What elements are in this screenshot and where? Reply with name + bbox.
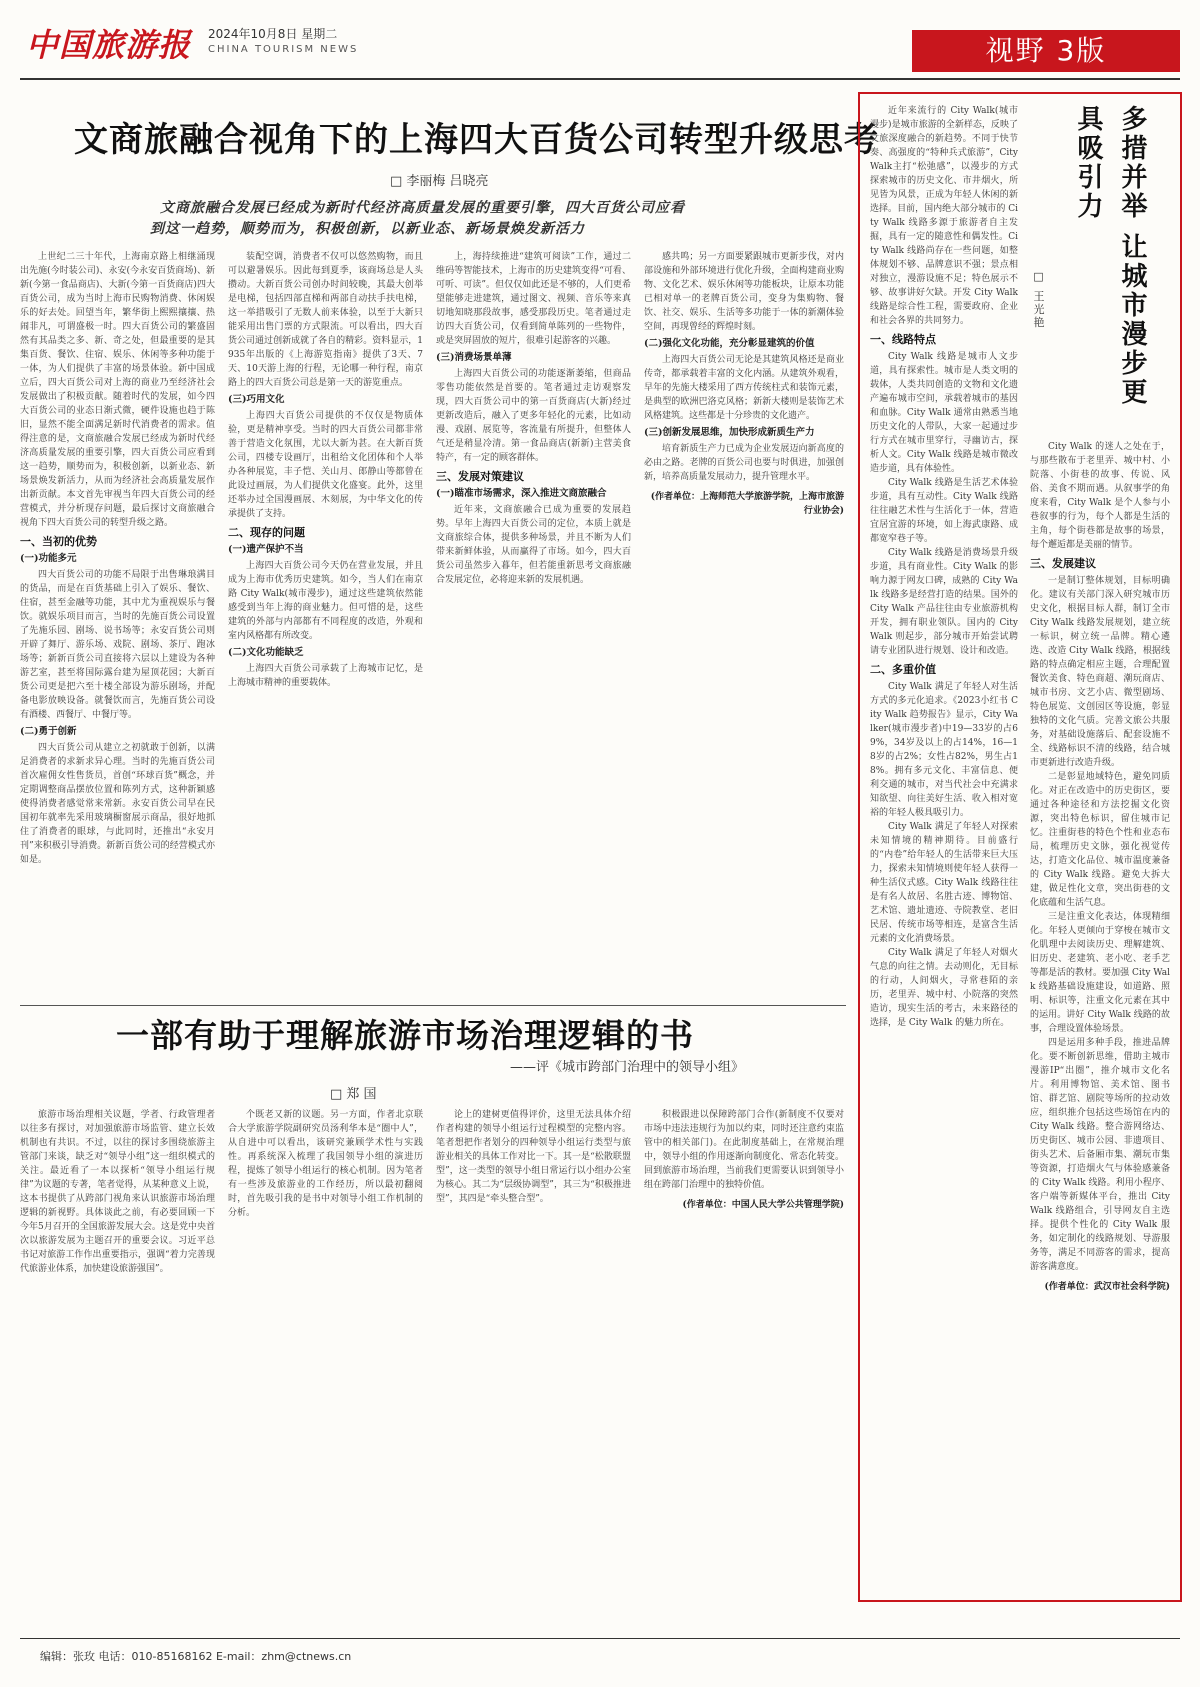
article2-column-2 [228, 1108, 423, 1628]
article1-dek-line1: 文商旅融合发展已经成为新时代经济高质量发展的重要引擎，四大百货公司应看 [160, 200, 685, 216]
paragraph: City Walk 满足了年轻人对烟火气息的向往之情。去动则化，无目标的行动，人间烟火，寻常巷陌的亲历，老里弄、城中村、小院落的突然造访，现实生活的考古，未来路径的选择，是 City Walk 的魅力所在。 [870, 948, 1018, 1028]
author-affiliation: (作者单位：中国人民大学公共管理学院) [682, 1200, 844, 1210]
subsection-heading: (二)强化文化功能，充分彰显建筑的价值 [644, 338, 815, 349]
subsection-heading: (一)瞄准市场需求，深入推进文商旅融合 [436, 488, 607, 499]
article1-byline: □ 李丽梅 吕晓亮 [390, 174, 489, 189]
subsection-heading: (二)勇于创新 [20, 726, 77, 737]
paragraph: City Walk 线路是城市人文步道，具有探索性。城市是人类文明的载体，人类共同创造的文物和文化遗产遍布城市空间，承载着城市的基因和血脉。City Walk 通常由熟悉当地历史文化的人带队，大家一起通过步行方式在城市里穿行，寻幽访古，探析人文。City Walk 线路是城市微改造步道，具有体验性。 [870, 352, 1018, 474]
paragraph: 四是运用多种手段，推进品牌化。要不断创新思维，借助主城市漫游IP“出圈”，推介城市文化名片。利用博物馆、美术馆、图书馆、群艺馆、剧院等场所的拉动效应，组织推介包括这些场馆在内的 City Walk 线路。整合游网络达、历史街区、城市公园、非遗项目、街头艺术、后备厢市集、潮玩市集等资源，打造烟火气与体验感兼备的 City Walk 线路。利用小程序、客户端等新媒体平台，推出 City Walk 线路组合，引导网友自主选择。提供个性化的 City Walk 服务，如定制化的线路规划、导游服务等，满足不同游客的需求，提高游客满意度。 [1030, 1038, 1170, 1272]
article2-column-4 [644, 1108, 844, 1628]
paragraph: 四大百货公司的功能不局限于出售琳琅满目的货品，而是在百货基础上引入了娱乐、餐饮、住宿，甚至金融等功能，其中尤为重视娱乐与餐饮。就娱乐项目而言，当时的先施百货公司设置了先施乐园、剧场、说书场等；永安百货公司则开辟了舞厅、游乐场、戏院、剧场、茶厅、跑冰场等；新新百货公司直接将六层以上建设为各种游艺室，甚至将国际露台建为屋顶花园；大新百货公司更是把六至十楼全部设为游乐剧场，并配备电影放映设备。就餐饮而言，先施百货公司设有酒楼、西餐厅、中餐厅等。 [20, 570, 215, 720]
article2-subtitle: ——评《城市跨部门治理中的领导小组》 [510, 1060, 745, 1075]
paragraph: 上海四大百货公司今天仍在营业发展，并且成为上海市优秀历史建筑。如今，当人们在南京路 City Walk(城市漫步)，通过这些建筑依然能感受到当年上海的商业魅力。但可惜的是，这些建筑的外部与内部都有不同程度的改造，外观和室内风格都有所改变。 [228, 561, 423, 641]
paragraph: 上海四大百货公司的功能逐渐萎缩，但商品零售功能依然是首要的。笔者通过走访观察发现，四大百货公司中的第一百货商店(大新)经过更新改造后，融入了更多年轻化的元素，比如动漫、戏剧、展览等，客流量有所提升，但整体人气还是稍显冷清。第一食品商店(新新)主营美食特产，有一定的顾客群体。 [436, 369, 631, 463]
section-heading: 一、线路特点 [870, 333, 936, 346]
paragraph: 论上的建树更值得评价，这里无法具体介绍作者构建的领导小组运行过程模型的完整内容。笔者想把作者划分的四种领导小组运行类型与旅游业相关的具体工作对比一下。其一是“松散联盟型”，这一类型的领导小组日常运行以小组办公室为核心。其二为“层级协调型”，其三为“积极推进型”，其四是“牵头整合型”。 [436, 1110, 631, 1204]
paragraph: 积极跟进以保障跨部门合作(新制度不仅要对市场中违法违规行为加以约束，同时还注意约束监管中的相关部门)。在此制度基础上，在常规治理中，领导小组的作用逐渐向制度化、常态化转变。回到旅游市场治理，当前我们更需要认识到领导小组在跨部门治理中的独特价值。 [644, 1110, 844, 1190]
article1-title: 文商旅融合视角下的上海四大百货公司转型升级思考 [74, 120, 879, 160]
paragraph: 三是注重文化表达，体现精细化。年轻人更倾向于穿梭在城市文化肌理中去阅读历史、理解建筑、旧历史、老建筑、老小吃、老手艺等都是活的教材。要加强 City Walk 线路基础设施建设，如道路、照明、标识等，注重文化元素在其中的运用。讲好 City Walk 线路的故事，合理设置体验场景。 [1030, 912, 1170, 1034]
author-affiliation: (作者单位：上海师范大学旅游学院，上海市旅游行业协会) [650, 492, 844, 516]
subsection-heading: (三)创新发展思维，加快形成新质生产力 [644, 427, 815, 438]
paragraph: 二是彰显地域特色，避免同质化。对正在改造中的历史街区，要通过各种途径和方法挖掘文化资源，突出特色标识，留住城市记忆。注重街巷的特色个性和业态布局，梳理历史文脉，强化视觉传达，打造文化品位、城市温度兼备的 City Walk 线路。避免大拆大建，做足性化文章，突出街巷的文化底蕴和生活气息。 [1030, 772, 1170, 908]
paragraph: City Walk 线路是消费场景升级步道，具有商业性。City Walk 的影响力源于网友口碑，成熟的 City Walk 线路多是经营打造的结果。国外的 City Walk 产品往往由专业旅游机构开发，拥有职业领队。国内的 City Walk 则起步，部分城市开始尝试聘请专业团队进行规划、设计和改造。 [870, 548, 1018, 656]
sidebar-column-2 [1030, 440, 1170, 1590]
article2-title: 一部有助于理解旅游市场治理逻辑的书 [116, 1016, 694, 1055]
article2-byline: □ 郑 国 [330, 1087, 377, 1102]
masthead-pinyin: CHINA TOURISM NEWS [208, 44, 359, 55]
paragraph: 一是制订整体规划，目标明确化。建议有关部门深入研究城市历史文化，根据目标人群，制订全市 City Walk 线路发展规划，建立统一标识，树立统一品牌。精心遴选、改造 City Walk 线路，根据线路的特点确定相应主题，合理配置餐饮美食、特色商超、潮玩商店、城市书房、文艺小店、微型剧场、特色展览、文创园区等设施，彰显独特的文化气质。完善文旅公共服务，对基础设施落后、配套设施不全、线路标识不清的线路，结合城市更新进行改造升级。 [1030, 576, 1170, 768]
section-heading: 一、当初的优势 [20, 535, 97, 548]
paragraph: 培育新质生产力已成为企业发展迈向新高度的必由之路。老牌的百货公司也要与时俱进，加强创新，培养高质量发展动力，提升管理水平。 [644, 444, 844, 482]
paragraph: 上海四大百货公司承载了上海城市记忆，是上海城市精神的重要载体。 [228, 664, 423, 688]
subsection-heading: (一)遗产保护不当 [228, 544, 304, 555]
page-label: 视野 3版 [912, 30, 1180, 72]
paragraph: City Walk 满足了年轻人对生活方式的多元化追求。《2023小红书 City Walk 趋势报告》显示，City Walker(城市漫步者)中19—33岁的占69%，34岁及以上的占14%，16—18岁的占2%；女性占82%，男生占18%。拥有多元文化、丰富信息、便利交通的城市，对当代社会中充满求知欲望、向往美好生活、收入相对宽裕的年轻人极具吸引力。 [870, 682, 1018, 818]
paragraph: 四大百货公司从建立之初就敢于创新，以满足消费者的求新求异心理。当时的先施百货公司首次雇佣女性售货员，首创“环球百货”概念，并定期调整商品摆放位置和陈列方式，这种新颖感使得消费者感觉常来常新。永安百货公司早在民国初年就率先采用玻璃橱窗展示商品，很好地抓住了消费者的眼球，与此同时，还推出“永安月刊”来积极引导消费。新新百货公司的经营模式亦如是。 [20, 743, 215, 865]
newspaper-logo: 中国旅游报 [26, 26, 192, 64]
paragraph: City Walk 的迷人之处在于，与那些散布于老里弄、城中村、小院落、小街巷的故事、传说、风俗、美食不期而遇。从叙事学的角度来看，City Walk 是个人参与小巷叙事的行为，每个人都是生活的主角，每个街巷都是故事的场景，每个邂逅都是美丽的情节。 [1030, 442, 1170, 550]
paragraph: 近年来流行的 City Walk(城市漫步)是城市旅游的全新样态，反映了文旅深度融合的新趋势。不同于快节奏、高强度的“特种兵式旅游”，City Walk主打“松弛感”，以漫步的方式探索城市的历史文化、市井烟火，所见皆为风景，正成为年轻人休闲的新选择。目前，国内绝大部分城市的 City Walk 线路多源于旅游者自主发掘，具有一定的随意性和偶发性。City Walk 线路尚存在一些问题，如整体规划不够、品牌意识不强；景点相对独立，漫游设施不足；特色展示不够、故事讲好欠缺。开发 City Walk 线路是综合性工程，需要政府、企业和社会各界的共同努力。 [870, 106, 1018, 326]
section-heading: 三、发展建议 [1030, 557, 1096, 570]
paragraph: 上世纪二三十年代，上海南京路上相继涌现出先施(今时装公司)、永安(今永安百货商场)、新新(今第一食品商店)、大新(今第一百货商店)四大百货公司，成为当时上海市民购物消费、休闲娱乐的好去处。回望当年，繁华街上熙熙攘攘、热闹非凡，可谓盛极一时。四大百货公司的繁盛固然有其品类之多、新、奇之处，但最重要的是其集百货、餐饮、住宿、娱乐、休闲等多种功能于一体，为人们提供了丰富的场景体验。新中国成立后，四大百货公司对上海的商业乃至经济社会发展做出了积极贡献。随着时代的发展，如今四大百货公司的业态日渐式微，硬件设施也趋于陈旧，显然不能全面满足新时代消费者的需求。值得注意的是，文商旅融合发展已经成为新时代经济高质量发展的重要引擎，四大百货公司应看到这一趋势，顺势而为，积极创新，以新业态、新场景焕发新活力，从而为经济社会高质量发展作出新贡献。本文首先审视当年四大百货公司的经营模式，并分析现存问题，最后探讨文商旅融合视角下四大百货公司的转型升级之路。 [20, 252, 215, 528]
sidebar-byline: □ 王光艳 [1032, 270, 1045, 330]
subsection-heading: (三)巧用文化 [228, 394, 285, 405]
masthead-rule [20, 78, 1180, 80]
paragraph: 上，海持续推进“建筑可阅读”工作，通过二维码等智能技术，上海市的历史建筑变得“可看、可听、可读”。但仅仅如此还是不够的，人们更希望能够走进建筑，通过图文、视频、音乐等来真切地知晓那段故事，感受那段历史。笔者通过走访四大百货公司，仅看到简单陈列的一些物件，或是突屏固放的短片，很难引起游客的兴趣。 [436, 252, 631, 346]
paragraph: City Walk 满足了年轻人对探索未知情境的精神期待。目前盛行的“内卷”给年轻人的生活带来巨大压力，探索未知情境则使年轻人获得一种生活仪式感。City Walk 线路往往是有名人故居、名胜古迹、博物馆、艺术馆、遗址遗迹、寺院教堂、老旧民居、传统市场等相连，是富含生活元素的文化消费场景。 [870, 822, 1018, 944]
sidebar-column-1 [870, 104, 1018, 1589]
sidebar-title: 多措并举 让城市漫步更具吸引力 [1073, 105, 1147, 408]
paragraph: 个既老又新的议题。另一方面，作者北京联合大学旅游学院副研究员汤利华本是“圈中人”，从自进中可以看出，该研究兼顾学术性与实践性。再系统深入梳理了我国领导小组的演进历程，提炼了领导小组运行的核心机制。因为笔者有一些涉及旅游业的工作经历，所以最初翻阅时，首先吸引我的是书中对领导小组工作机制的分析。 [228, 1110, 423, 1218]
subsection-heading: (二)文化功能缺乏 [228, 647, 304, 658]
section-heading: 二、多重价值 [870, 663, 936, 676]
subsection-heading: (三)消费场景单薄 [436, 352, 512, 363]
article2-column-3 [436, 1108, 631, 1628]
article2-column-1 [20, 1108, 215, 1628]
footer-rule [20, 1638, 1180, 1639]
section-heading: 二、现存的问题 [228, 526, 305, 539]
article1-dek-line2: 到这一趋势，顺势而为，积极创新，以新业态、新场景焕发新活力 [150, 221, 585, 237]
article-divider [20, 1005, 846, 1006]
editor-footer: 编辑：张玫 电话：010-85168162 E-mail：zhm@ctnews.cn [40, 1650, 352, 1663]
issue-date: 2024年10月8日 星期二 [208, 27, 338, 41]
paragraph: 上海四大百货公司无论是其建筑风格还是商业传奇，都承载着丰富的文化内涵。从建筑外观看，早年的先施大楼采用了西方传统柱式和装饰元素，是典型的欧洲巴洛克风格；新新大楼则是装饰艺术风格建筑。这些都是十分珍贵的文化遗产。 [644, 355, 844, 421]
paragraph: 旅游市场治理相关议题，学者、行政管理者以往多有探讨，对加强旅游市场监管、建立长效机制也有共识。不过，以往的探讨多围绕旅游主管部门来谈，缺乏对“领导小组”这一组织模式的关注。最近看了一本以探析“领导小组运行规律”为议题的专著，笔者觉得，从某种意义上说，这本书提供了从跨部门视角来认识旅游市场治理逻辑的新视野。具体谈此之前，有必要回顾一下今年5月召开的全国旅游发展大会。这是党中央首次以旅游发展为主题召开的重要会议。习近平总书记对旅游工作作出重要指示，强调“着力完善现代旅游业体系，加快建设旅游强国”。 [20, 1110, 215, 1274]
paragraph: 装配空调，消费者不仅可以悠然购物，而且可以避暑娱乐。因此每到夏季，该商场总是人头攒动。大新百货公司创办时间较晚，其最大创举是电梯，包括四部直梯和两部自动扶手扶电梯，这一举措吸引了无数人前来体验，以至于大新只能采用出售门票的方式限流。可以看出，四大百货公司通过创新成就了各自的精彩。资料显示，1935年出版的《上海游览指南》提供了3天、7天、10天游上海的行程，无论哪一种行程，南京路上的四大百货公司总是第一天的游览重点。 [228, 252, 423, 388]
paragraph: City Walk 线路是生活艺术体验步道，具有互动性。City Walk 线路往往融艺术性与生活化于一体，营造宜居宜游的环境，如上海武康路、成都宽窄巷子等。 [870, 478, 1018, 544]
paragraph: 上海四大百货公司提供的不仅仅是物质体验，更是精神享受。当时的四大百货公司都非常善于营造文化氛围，尤以大新为甚。在大新百货公司，四楼专设画厅，出租给文化团体和个人举办各种展览，丰子恺、关山月、郎静山等都曾在此设过画展，为人们提供文化盛宴。此外，这里还举办过全国漫画展、木刻展，为中华文化的传承提供了支持。 [228, 411, 423, 519]
section-heading: 三、发展对策建议 [436, 470, 524, 483]
paragraph: 感共鸣；另一方面要紧跟城市更新步伐，对内部设施和外部环境进行优化升级，全面构建商业购物、文化艺术、娱乐休闲等功能板块，让原本功能已相对单一的老牌百货公司，变身为集购物、餐饮、社交、娱乐、生活等多功能于一体的新潮体验空间，再现曾经的辉煌时刻。 [644, 252, 844, 332]
subsection-heading: (一)功能多元 [20, 553, 77, 564]
author-affiliation: (作者单位：武汉市社会科学院) [1044, 1282, 1170, 1292]
paragraph: 近年来，文商旅融合已成为重要的发展趋势。早年上海四大百货公司的定位，本质上就是文商旅综合体，提供多种场景，并且不断为人们带来新鲜体验，从而赢得了市场。如今，四大百货公司虽然步入暮年，但若能重新思考文商旅融合发展定位，必将迎来新的发展机遇。 [436, 505, 631, 585]
